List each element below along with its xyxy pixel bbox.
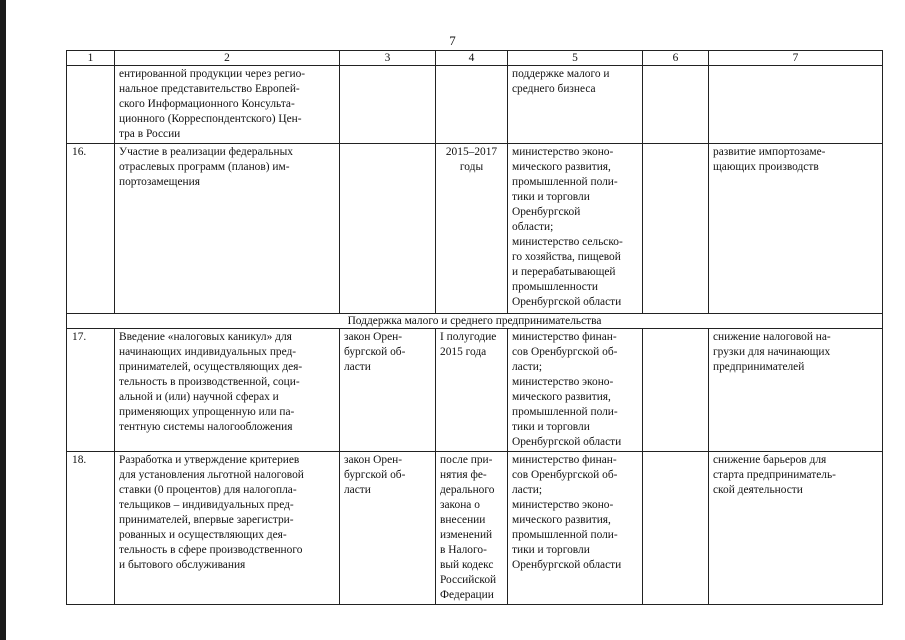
measure-cell xyxy=(115,452,340,605)
cell-line: тельность в производственной, соци- xyxy=(119,376,300,388)
cell-line: тики и торговли xyxy=(512,544,590,556)
cell-line: ского Информационного Консульта- xyxy=(119,98,295,110)
cell-line: Оренбургской области xyxy=(512,436,622,448)
document-cell xyxy=(340,144,436,314)
cell-line: Российской xyxy=(440,574,497,586)
cell-line: и перерабатывающей xyxy=(512,266,616,278)
section-title: Поддержка малого и среднего предпринимательства xyxy=(67,314,883,329)
cell-line: закона о xyxy=(440,499,480,511)
section-row xyxy=(67,314,883,329)
cell-line: ставки (0 процентов) для налогопла- xyxy=(119,484,297,496)
header-row xyxy=(67,51,883,66)
cell-line: Введение «налоговых каникул» для xyxy=(119,331,292,343)
cell-line: I полугодие xyxy=(440,331,497,343)
row-number: 18. xyxy=(67,452,115,605)
result-cell xyxy=(709,452,883,605)
cell-line: Разработка и утверждение критериев xyxy=(119,454,300,466)
measure-cell xyxy=(115,66,340,144)
cell-line: Федерации xyxy=(440,589,494,601)
cell-line: мического развития, xyxy=(512,391,611,403)
col6-cell xyxy=(643,452,709,605)
table-row xyxy=(67,66,883,144)
cell-line: щающих производств xyxy=(713,161,819,173)
cell-line: ентированной продукции через регио- xyxy=(119,68,306,80)
cell-line: тики и торговли xyxy=(512,421,590,433)
cell-line: развитие импортозаме- xyxy=(713,146,826,158)
cell-line: области; xyxy=(512,221,554,233)
cell-line: Оренбургской области xyxy=(512,296,622,308)
page-number: 7 xyxy=(449,33,456,48)
cell-line: вый кодекс xyxy=(440,559,494,571)
header-cell: 3 xyxy=(340,51,436,66)
cell-line: бургской об- xyxy=(344,346,406,358)
cell-line: грузки для начинающих xyxy=(713,346,831,358)
cell-line: старта предприниматель- xyxy=(713,469,836,481)
header-cell: 7 xyxy=(709,51,883,66)
cell-line: снижение барьеров для xyxy=(713,454,827,466)
header-cell: 5 xyxy=(508,51,643,66)
cell-line: внесении xyxy=(440,514,486,526)
cell-line: отраслевых программ (планов) им- xyxy=(119,161,290,173)
cell-line: министерство финан- xyxy=(512,331,617,343)
cell-line: ласти xyxy=(344,361,371,373)
header-cell: 2 xyxy=(115,51,340,66)
col6-cell xyxy=(643,144,709,314)
cell-line: снижение налоговой на- xyxy=(713,331,831,343)
document-cell xyxy=(340,452,436,605)
deadline-cell xyxy=(436,329,508,452)
cell-line: сов Оренбургской об- xyxy=(512,469,618,481)
table-row xyxy=(67,452,883,605)
result-cell xyxy=(709,144,883,314)
cell-line: министерство эконо- xyxy=(512,376,614,388)
cell-line: ционного (Корреспондентского) Цен- xyxy=(119,113,302,125)
cell-line: мического развития, xyxy=(512,161,611,173)
cell-line: министерство эконо- xyxy=(512,146,614,158)
cell-line: министерство сельско- xyxy=(512,236,623,248)
cell-line: закон Орен- xyxy=(344,331,403,343)
cell-line: нятия фе- xyxy=(440,469,487,481)
row-number xyxy=(67,66,115,144)
responsible-cell xyxy=(508,144,643,314)
cell-line: промышленной поли- xyxy=(512,176,618,188)
cell-line: применяющих упрощенную или па- xyxy=(119,406,295,418)
col6-cell xyxy=(643,66,709,144)
cell-line: принимателей, осуществляющих дея- xyxy=(119,361,303,373)
responsible-cell xyxy=(508,66,643,144)
cell-line: тельность в сфере производственного xyxy=(119,544,303,556)
cell-line: закон Орен- xyxy=(344,454,403,466)
header-cell: 4 xyxy=(436,51,508,66)
deadline-cell xyxy=(436,144,508,314)
cell-line: министерство эконо- xyxy=(512,499,614,511)
cell-line: промышленной поли- xyxy=(512,406,618,418)
cell-line: нальное представительство Европей- xyxy=(119,83,300,95)
cell-line: промышленности xyxy=(512,281,598,293)
cell-line: 2015 года xyxy=(440,346,487,358)
left-binding-edge xyxy=(0,0,6,640)
deadline-cell xyxy=(436,66,508,144)
deadline-cell xyxy=(436,452,508,605)
cell-line: 2015–2017 xyxy=(445,146,498,158)
document-cell xyxy=(340,329,436,452)
cell-line: начинающих индивидуальных пред- xyxy=(119,346,297,358)
header-cell: 6 xyxy=(643,51,709,66)
cell-line: после при- xyxy=(440,454,493,466)
cell-line: промышленной поли- xyxy=(512,529,618,541)
table-row xyxy=(67,144,883,314)
cell-line: для установления льготной налоговой xyxy=(119,469,304,481)
responsible-cell xyxy=(508,452,643,605)
cell-line: ской деятельности xyxy=(713,484,803,496)
result-cell xyxy=(709,329,883,452)
row-number: 16. xyxy=(67,144,115,314)
document-cell xyxy=(340,66,436,144)
cell-line: министерство финан- xyxy=(512,454,617,466)
cell-line: ласти xyxy=(344,484,371,496)
cell-line: го хозяйства, пищевой xyxy=(512,251,621,263)
cell-line: изменений xyxy=(440,529,493,541)
cell-line: среднего бизнеса xyxy=(512,83,596,95)
cell-line: тики и торговли xyxy=(512,191,590,203)
responsible-cell xyxy=(508,329,643,452)
measure-cell xyxy=(115,329,340,452)
cell-line: дерального xyxy=(440,484,495,496)
table-row xyxy=(67,329,883,452)
col6-cell xyxy=(643,329,709,452)
cell-line: принимателей, впервые зарегистри- xyxy=(119,514,294,526)
header-cell: 1 xyxy=(67,51,115,66)
measures-table xyxy=(66,50,883,605)
row-number: 17. xyxy=(67,329,115,452)
cell-line: портозамещения xyxy=(119,176,200,188)
cell-line: тра в России xyxy=(119,128,181,140)
cell-line: предпринимателей xyxy=(713,361,805,373)
cell-line: альной и (или) научной сферах и xyxy=(119,391,279,403)
cell-line: сов Оренбургской об- xyxy=(512,346,618,358)
measure-cell xyxy=(115,144,340,314)
cell-line: Участие в реализации федеральных xyxy=(119,146,293,158)
cell-line: поддержке малого и xyxy=(512,68,610,80)
result-cell xyxy=(709,66,883,144)
cell-line: в Налого- xyxy=(440,544,487,556)
cell-line: и бытового обслуживания xyxy=(119,559,246,571)
cell-line: ласти; xyxy=(512,484,543,496)
cell-line: годы xyxy=(459,161,484,173)
cell-line: рованных и осуществляющих дея- xyxy=(119,529,287,541)
cell-line: Оренбургской области xyxy=(512,559,622,571)
cell-line: Оренбургской xyxy=(512,206,581,218)
cell-line: тельщиков – индивидуальных пред- xyxy=(119,499,294,511)
cell-line: бургской об- xyxy=(344,469,406,481)
cell-line: ласти; xyxy=(512,361,543,373)
cell-line: мического развития, xyxy=(512,514,611,526)
cell-line: тентную системы налогообложения xyxy=(119,421,293,433)
